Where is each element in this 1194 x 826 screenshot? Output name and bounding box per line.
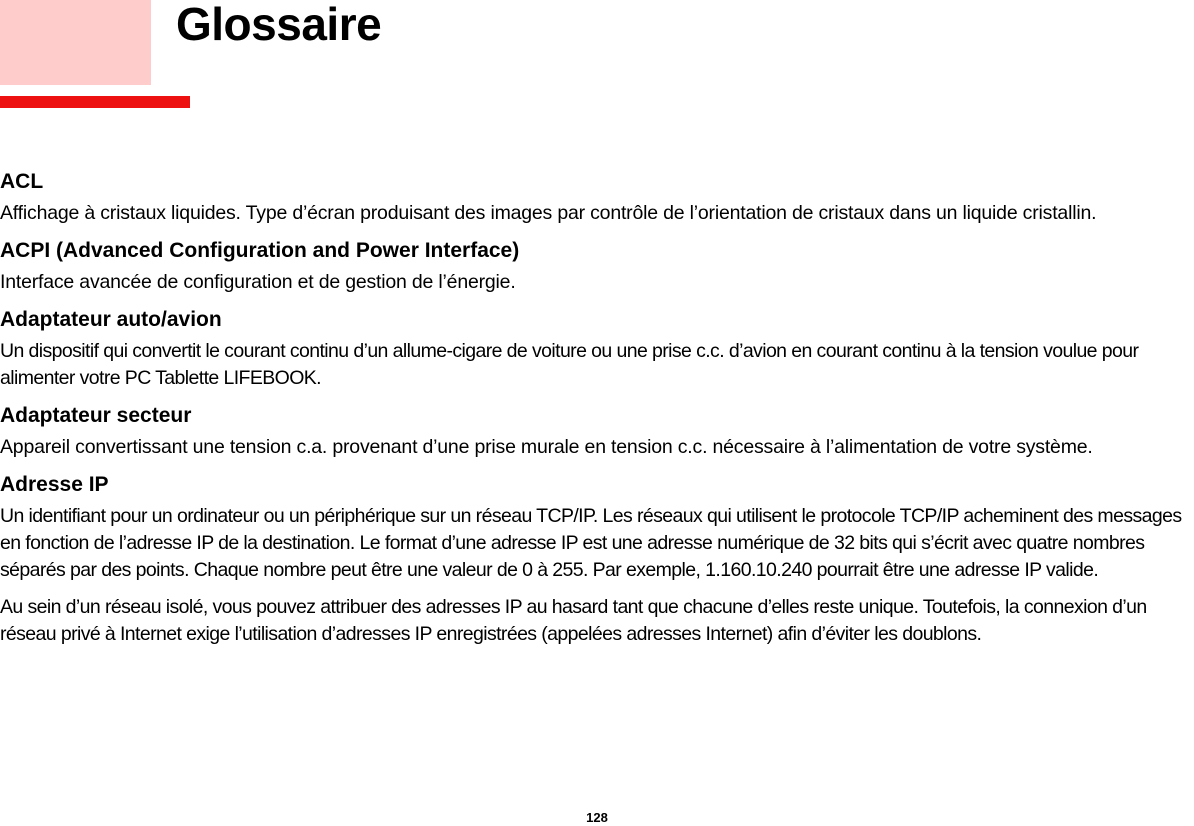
glossary-definition: Appareil convertissant une tension c.a. provenant d’une prise murale en tension c.c. nécessaire à l’alimentation de votre système. [0,436,1093,458]
glossary-definition: Un identifiant pour un ordinateur ou un périphérique sur un réseau TCP/IP. Les réseaux qui utilisent le protocole TCP/IP acheminent des messages en fonction de l’adresse IP de la destination. Le format d’une adresse IP est une adresse numérique de 32 bits qui s’écrit avec quatre nombres séparés par des points. Chaque nombre peut être une valeur de 0 à 255. Par exemple, 1.160.10.240 pourrait être une adresse IP valide. [0,505,1182,581]
header-pink-block [0,0,151,85]
page-number: 128 [586,810,608,825]
glossary-definition: Interface avancée de configuration et de gestion de l’énergie. [0,271,516,293]
glossary-entry [0,306,1194,392]
glossary-content [0,168,1194,658]
glossary-definition-continued: Au sein d’un réseau isolé, vous pouvez attribuer des adresses IP au hasard tant que chacune d’elles reste unique. Toutefois, la connexion d’un réseau privé à Internet exige l’utilisation d’adresses IP enregistrées (appelées adresses Internet) afin d’éviter les doublons. [0,596,1147,645]
glossary-term: Adaptateur auto/avion [0,308,222,331]
glossary-term: ACPI (Advanced Configuration and Power Interface) [0,239,520,262]
page-title: Glossaire [176,0,382,50]
glossary-term: Adaptateur secteur [0,404,192,427]
glossary-definition: Affichage à cristaux liquides. Type d’écran produisant des images par contrôle de l’orientation de cristaux dans un liquide cristallin. [0,202,1097,224]
glossary-entry [0,237,1194,296]
glossary-term: Adresse IP [0,473,109,496]
glossary-entry [0,471,1194,648]
glossary-definition: Un dispositif qui convertit le courant continu d’un allume-cigare de voiture ou une prise c.c. d’avion en courant continu à la tension voulue pour alimenter votre PC Tablette LIFEBOOK. [0,340,1139,389]
glossary-entry [0,402,1194,461]
header-red-bar [0,96,190,108]
glossary-term: ACL [0,170,44,193]
glossary-entry [0,168,1194,227]
